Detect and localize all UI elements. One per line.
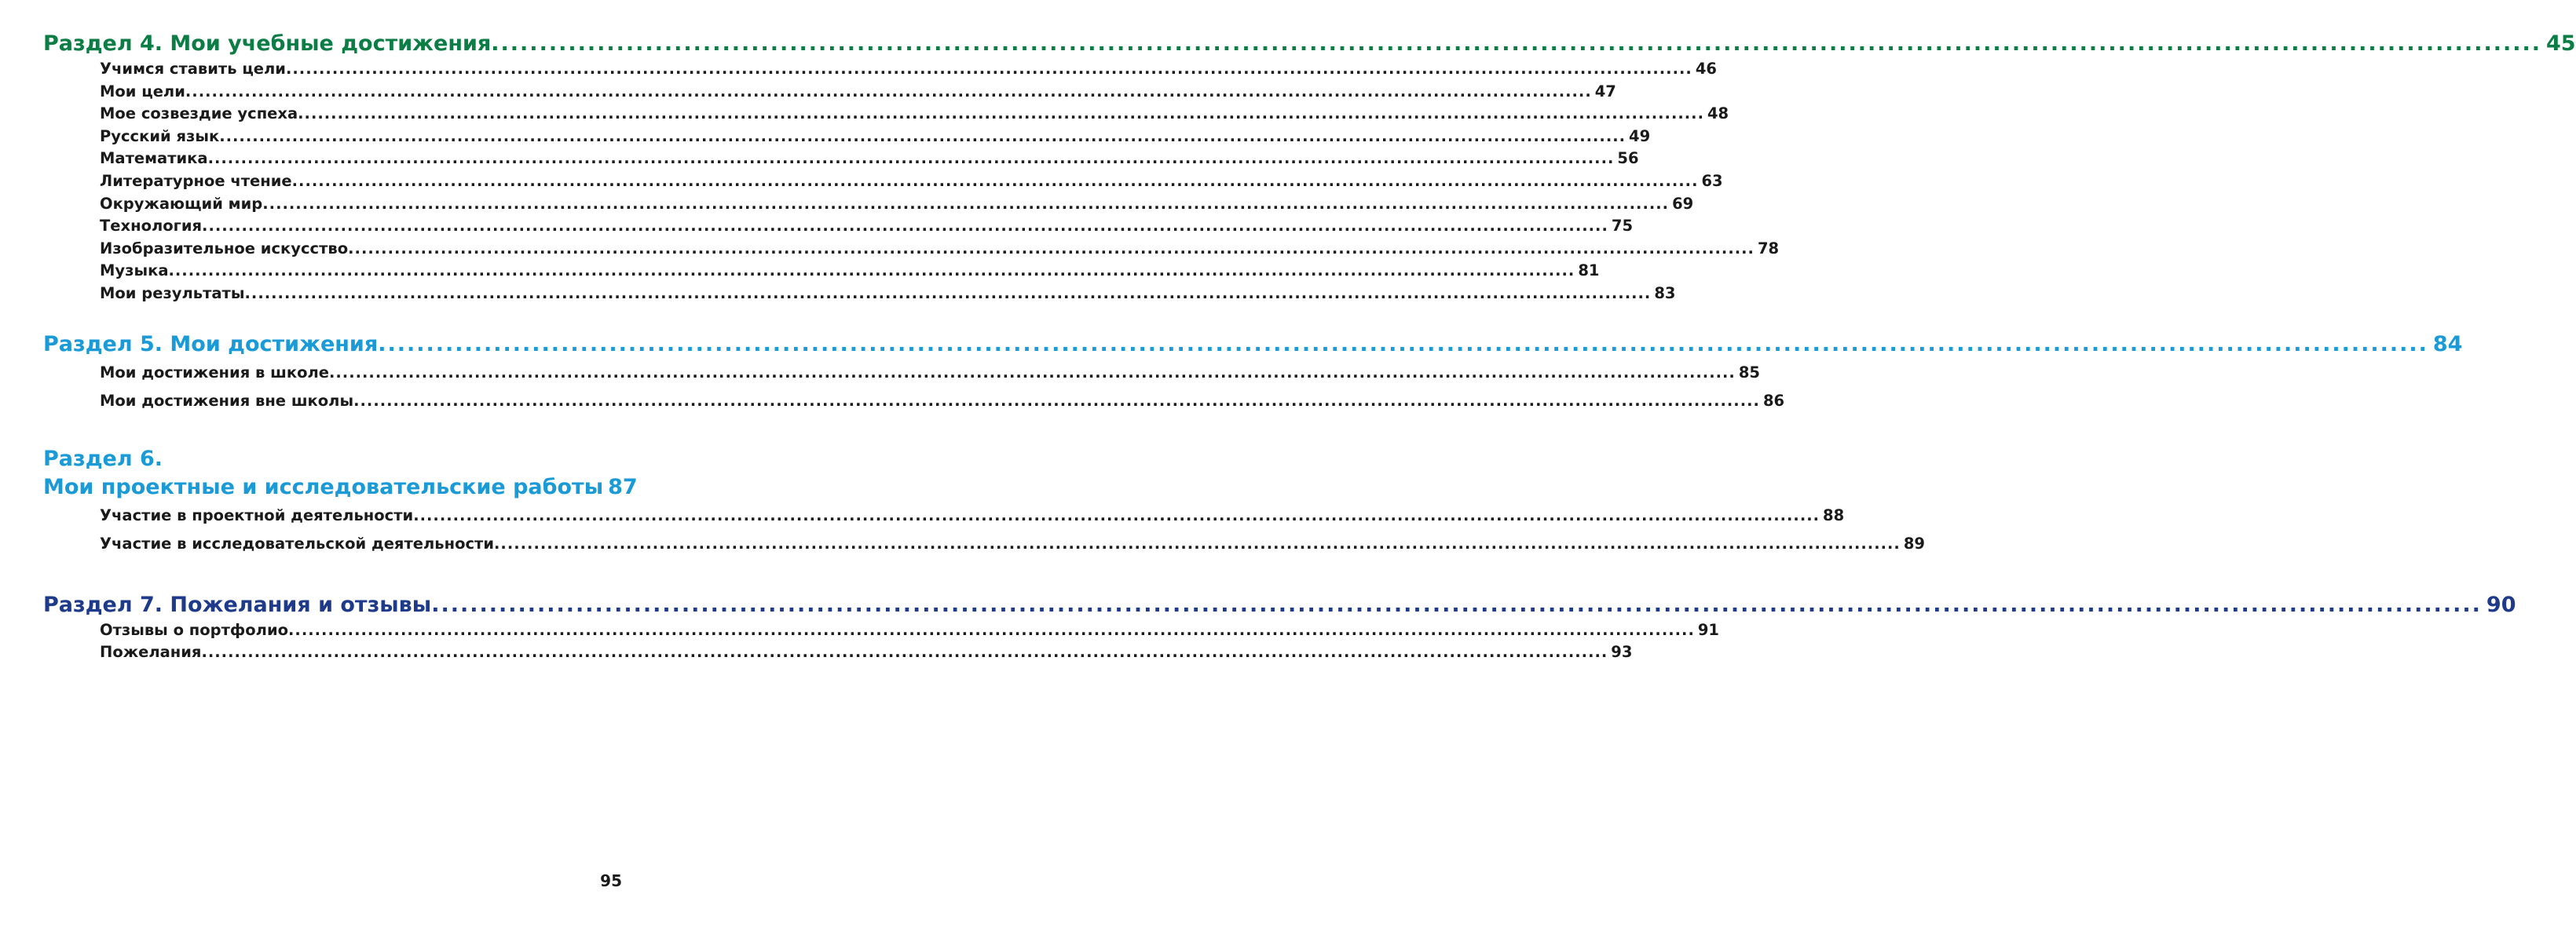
entry-page: 85 <box>1738 363 1760 382</box>
section-page: 87 <box>608 474 638 499</box>
entry-page: 49 <box>1629 126 1651 145</box>
toc-entry <box>100 58 1717 81</box>
entry-page: 89 <box>1903 534 1925 553</box>
entry-title: Изобразительное искусство <box>100 239 349 257</box>
entry-page: 75 <box>1611 217 1634 236</box>
dot-leader <box>491 30 2541 58</box>
toc-entry <box>100 502 1845 530</box>
dot-leader <box>329 359 1736 387</box>
toc-entry <box>100 193 1694 216</box>
dot-leader <box>288 619 1695 642</box>
page-number: 95 <box>600 871 622 890</box>
toc-entry <box>100 103 1729 126</box>
table-of-contents <box>43 30 2576 664</box>
entry-title: Мои результаты <box>100 283 245 302</box>
entry-title: Музыка <box>100 261 169 280</box>
section-4-heading <box>43 30 2576 58</box>
entry-page: 88 <box>1823 506 1845 524</box>
entry-page: 78 <box>1757 239 1780 257</box>
toc-entry <box>100 148 1639 170</box>
entry-page: 91 <box>1697 620 1719 639</box>
entry-page: 69 <box>1672 194 1694 213</box>
entry-title: Математика <box>100 149 208 168</box>
toc-entry <box>100 215 1634 238</box>
entry-page: 47 <box>1594 82 1616 100</box>
toc-entry <box>100 170 1723 193</box>
section-title: Раздел 4. Мои учебные достижения <box>43 31 492 56</box>
entry-title: Участие в исследовательской деятельности <box>100 534 494 553</box>
entry-title: Участие в проектной деятельности <box>100 506 414 524</box>
entry-page: 86 <box>1762 391 1785 410</box>
dot-leader <box>201 641 1608 664</box>
entry-title: Русский язык <box>100 126 220 145</box>
entry-title: Учимся ставить цели <box>100 60 286 78</box>
section-5-heading <box>43 330 2463 359</box>
entry-page: 48 <box>1707 104 1729 123</box>
entry-page: 46 <box>1695 60 1717 78</box>
dot-leader <box>378 330 2428 359</box>
dot-leader <box>292 170 1699 193</box>
toc-entry <box>100 387 1785 415</box>
dot-leader <box>286 58 1692 81</box>
section-page: 84 <box>2432 331 2463 356</box>
toc-entry <box>100 238 1780 261</box>
toc-entry <box>100 126 1651 148</box>
entry-title: Мои достижения в школе <box>100 363 329 382</box>
toc-entry <box>100 619 1719 642</box>
entry-title: Отзывы о портфолио <box>100 620 289 639</box>
dot-leader <box>353 387 1760 415</box>
entry-page: 81 <box>1578 261 1600 280</box>
dot-leader <box>202 215 1608 238</box>
entry-title: Мои достижения вне школы <box>100 391 354 410</box>
entry-page: 63 <box>1701 171 1723 190</box>
dot-leader <box>219 126 1626 148</box>
section-page: 90 <box>2486 592 2516 617</box>
entry-title: Мое созвездие успеха <box>100 104 298 123</box>
entry-title: Литературное чтение <box>100 171 292 190</box>
entry-title: Пожелания <box>100 643 202 662</box>
section-6-heading <box>43 473 638 502</box>
section-title: Мои проектные и исследовательские работы <box>43 474 604 499</box>
entry-page: 83 <box>1654 283 1676 302</box>
entry-title: Технология <box>100 217 203 236</box>
toc-entry <box>100 283 1676 305</box>
entry-page: 56 <box>1617 149 1639 168</box>
dot-leader <box>431 591 2482 619</box>
dot-leader <box>168 260 1575 283</box>
dot-leader <box>494 530 1901 558</box>
toc-entry <box>100 530 1925 558</box>
section-title: Раздел 5. Мои достижения <box>43 331 379 356</box>
toc-entry <box>100 359 1760 387</box>
entry-title: Окружающий мир <box>100 194 263 213</box>
dot-leader <box>208 148 1615 170</box>
toc-entry <box>100 81 1616 104</box>
section-7-heading <box>43 591 2516 619</box>
section-page: 45 <box>2546 31 2576 56</box>
dot-leader <box>245 283 1652 305</box>
section-6-label: Раздел 6. <box>43 446 163 471</box>
entry-title: Мои цели <box>100 82 185 100</box>
toc-entry <box>100 260 1600 283</box>
dot-leader <box>298 103 1704 126</box>
dot-leader <box>348 238 1755 261</box>
entry-page: 93 <box>1611 643 1633 662</box>
dot-leader <box>262 193 1669 216</box>
dot-leader <box>185 81 1592 104</box>
section-title: Раздел 7. Пожелания и отзывы <box>43 592 432 617</box>
dot-leader <box>413 502 1820 530</box>
toc-entry <box>100 641 1633 664</box>
